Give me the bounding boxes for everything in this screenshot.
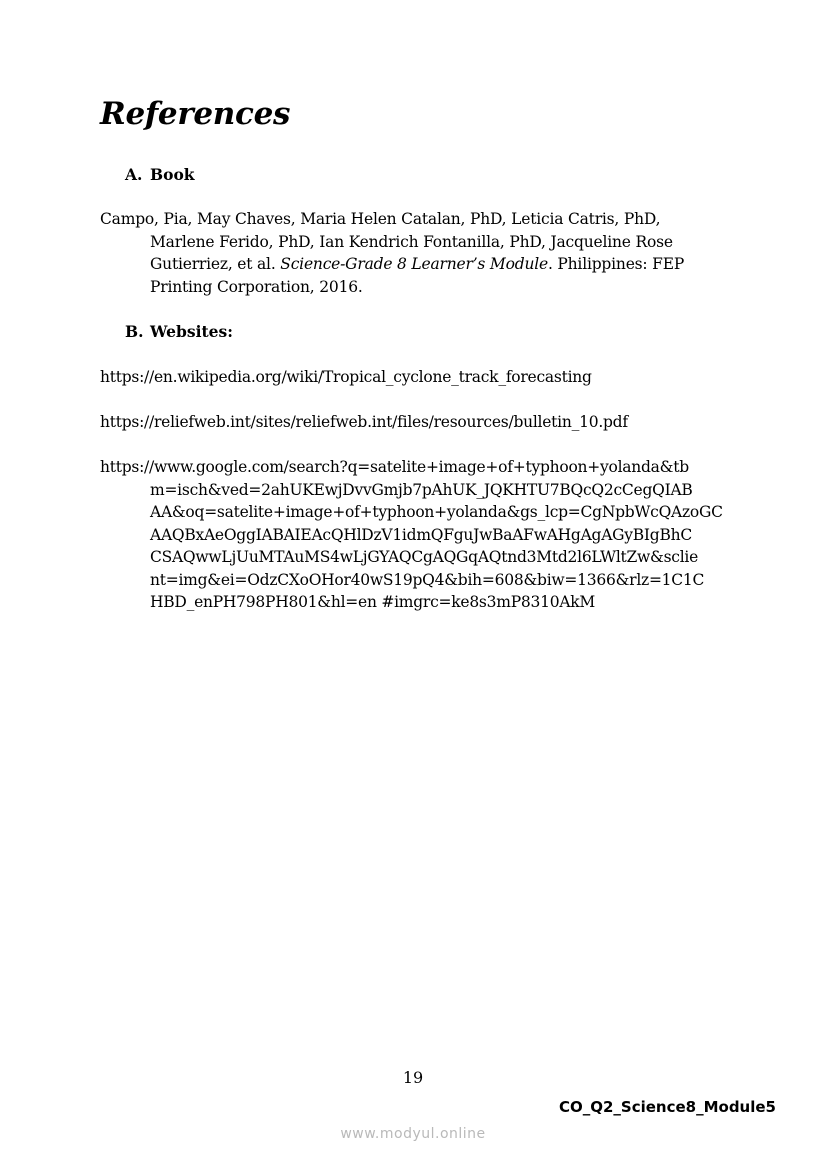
google-url-line-5: CSAQwwLjUuMTAuMS4wLjGYAQCgAQGqAQtnd3Mtd2l6LWltZw&sclie: [150, 548, 699, 566]
website-url-reliefweb: https://reliefweb.int/sites/reliefweb.int/files/resources/bulletin_10.pdf: [100, 413, 628, 431]
google-url-line-2: m=isch&ved=2ahUKEwjDvvGmjb7pAhUK_JQKHTU7BQcQ2cCegQIAB: [150, 480, 693, 499]
page-number: 19: [402, 1068, 424, 1087]
google-url-line-3: AA&oq=satelite+image+of+typhoon+yolanda&gs_lcp=CgNpbWcQAzoGC: [150, 503, 723, 521]
website-reference-wikipedia: [100, 366, 740, 389]
google-url-line-7: HBD_enPH798PH801&hl=en #imgrc=ke8s3mP8310AkM: [150, 593, 596, 611]
websites-section-letter: B.: [125, 322, 144, 341]
book-reference-line-3: [100, 253, 740, 276]
websites-section-label: Websites:: [150, 322, 233, 341]
module-code-footer: CO_Q2_Science8_Module5: [558, 1098, 776, 1116]
book-section-label: Book: [150, 165, 195, 184]
book-section-heading: [125, 165, 195, 184]
book-title: Science-Grade 8 Learner’s Module: [280, 255, 548, 273]
book-reference-line-1: Campo, Pia, May Chaves, Maria Helen Catalan, PhD, Leticia Catris, PhD,: [100, 210, 661, 228]
google-url-line-6: nt=img&ei=OdzCXoOHor40wS19pQ4&bih=608&biw=1366&rlz=1C1C: [150, 570, 705, 589]
website-url-wikipedia: https://en.wikipedia.org/wiki/Tropical_cyclone_track_forecasting: [100, 368, 592, 386]
websites-section-heading: [125, 322, 233, 341]
website-reference-google: [100, 456, 740, 614]
book-reference-authors-end: Gutierriez, et al.: [150, 255, 281, 273]
watermark: www.modyul.online: [340, 1126, 486, 1142]
book-section-letter: A.: [125, 165, 143, 184]
google-url-line-1: https://www.google.com/search?q=satelite+image+of+typhoon+yolanda&tb: [100, 458, 689, 476]
page-title: References: [100, 96, 291, 132]
book-reference-line-4: Printing Corporation, 2016.: [150, 277, 363, 296]
google-url-line-4: AAQBxAeOggIABAIEAcQHlDzV1idmQFguJwBaAFwAHgAgAGyBIgBhC: [150, 525, 692, 544]
website-reference-reliefweb: [100, 411, 740, 434]
book-reference-entry: [100, 208, 740, 298]
book-reference-line-2: Marlene Ferido, PhD, Ian Kendrich Fontanilla, PhD, Jacqueline Rose: [150, 232, 673, 251]
book-publisher-start: . Philippines: FEP: [547, 255, 685, 273]
